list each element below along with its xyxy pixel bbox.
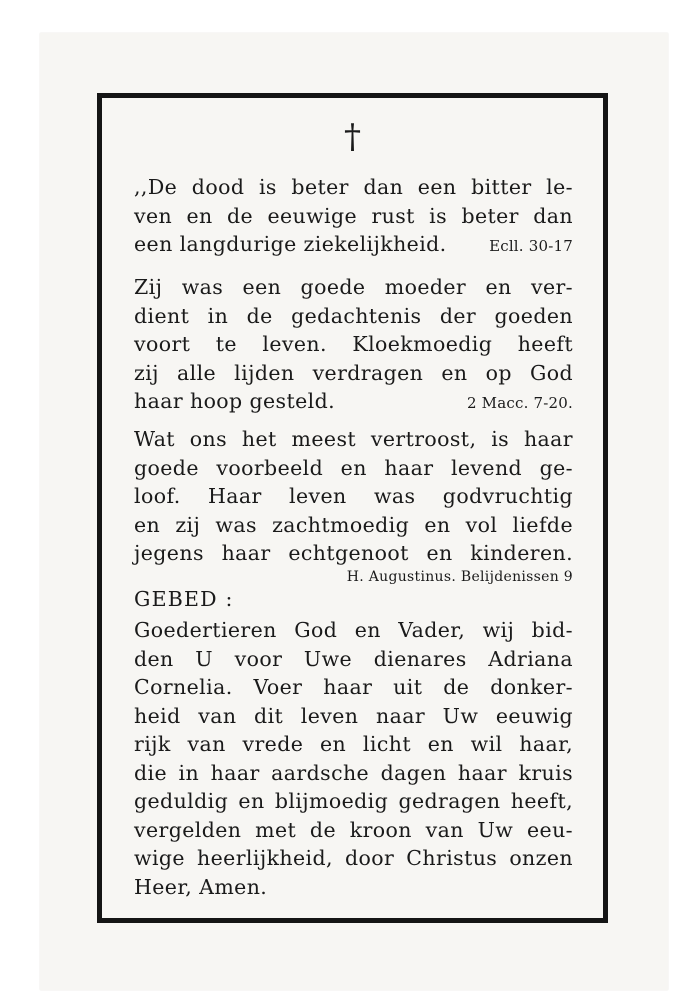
prayer-text: [134, 616, 573, 901]
text-line: Wat ons het meest vertroost, is haar: [134, 427, 573, 451]
text-line: rijk van vrede en licht en wil haar,: [134, 732, 573, 756]
text-line: ven en de eeuwige rust is beter dan: [134, 203, 573, 228]
citation: 2 Macc. 7-20.: [466, 394, 573, 412]
text-line: jegens haar echtgenoot en kinderen.: [134, 541, 573, 565]
text-line: zij alle lijden verdragen en op God: [134, 360, 573, 385]
text-line-with-citation: [134, 387, 573, 418]
quote-ecclesiasticus: [134, 173, 573, 261]
cross-icon: †: [344, 117, 361, 157]
quote-augustinus: [134, 425, 573, 586]
text-line: goede voorbeeld en haar levend ge-: [134, 455, 573, 480]
text-line: een langdurige ziekelijkheid.: [134, 232, 447, 256]
text-line: vergelden met de kroon van Uw eeu-: [134, 817, 573, 842]
text-line: Zij was een goede moeder en ver-: [134, 275, 573, 299]
text-line: Cornelia. Voer haar uit de donker-: [134, 675, 573, 699]
text-line: Heer, Amen.: [134, 874, 268, 899]
text-line: geduldig en blijmoedig gedragen heeft,: [134, 789, 573, 813]
prayer-heading: GEBED :: [134, 587, 234, 611]
text-line: haar hoop gesteld.: [134, 389, 336, 413]
text-line: den U voor Uwe dienares Adriana: [134, 646, 573, 671]
citation: H. Augustinus. Belijdenissen 9: [346, 568, 573, 585]
text-line: voort te leven. Kloekmoedig heeft: [134, 332, 573, 356]
text-line: dient in de gedachtenis der goeden: [134, 303, 573, 328]
text-line: heid van dit leven naar Uw eeuwig: [134, 703, 573, 728]
text-line: en zij was zachtmoedig en vol liefde: [134, 512, 573, 537]
text-line: ,,De dood is beter dan een bitter le-: [134, 175, 573, 199]
text-line: wige heerlijkheid, door Christus onzen: [134, 846, 573, 870]
text-line: loof. Haar leven was godvruchtig: [134, 484, 573, 508]
quote-maccabees: [134, 273, 573, 418]
text-line: die in haar aardsche dagen haar kruis: [134, 760, 573, 785]
text-line-with-citation: [134, 230, 573, 261]
citation: Ecll. 30-17: [489, 237, 573, 255]
mourning-border: [97, 93, 608, 923]
text-line: Goedertieren God en Vader, wij bid-: [134, 618, 573, 642]
